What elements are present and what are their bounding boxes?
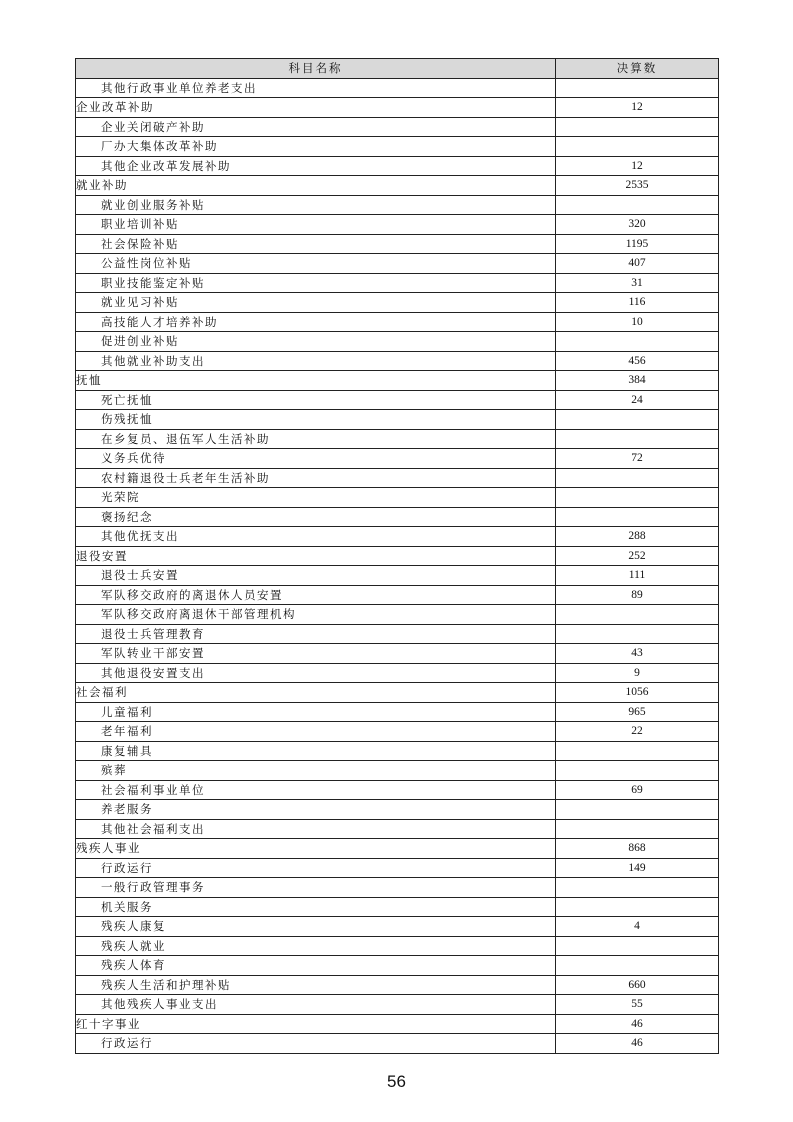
table-row — [76, 1014, 719, 1034]
row-label: 职业培训补贴 — [76, 215, 556, 235]
row-label: 养老服务 — [76, 800, 556, 820]
table-row — [76, 858, 719, 878]
row-label: 康复辅具 — [76, 741, 556, 761]
row-value: 868 — [556, 839, 719, 859]
row-value: 46 — [556, 1034, 719, 1054]
table-row — [76, 663, 719, 683]
table-row — [76, 722, 719, 742]
table-row — [76, 98, 719, 118]
row-value — [556, 78, 719, 98]
table-row — [76, 1034, 719, 1054]
row-value: 12 — [556, 98, 719, 118]
row-value: 31 — [556, 273, 719, 293]
row-label: 企业改革补助 — [76, 98, 556, 118]
table-row — [76, 332, 719, 352]
row-label: 社会保险补贴 — [76, 234, 556, 254]
row-value: 46 — [556, 1014, 719, 1034]
table-row — [76, 371, 719, 391]
table-row — [76, 351, 719, 371]
table-row — [76, 995, 719, 1015]
row-value — [556, 488, 719, 508]
row-label: 行政运行 — [76, 858, 556, 878]
row-label: 就业见习补贴 — [76, 293, 556, 313]
row-label: 儿童福利 — [76, 702, 556, 722]
row-value: 1195 — [556, 234, 719, 254]
row-value: 2535 — [556, 176, 719, 196]
row-label: 红十字事业 — [76, 1014, 556, 1034]
table-row — [76, 488, 719, 508]
table-row — [76, 761, 719, 781]
table-row — [76, 429, 719, 449]
row-value: 320 — [556, 215, 719, 235]
row-value — [556, 195, 719, 215]
row-label: 残疾人康复 — [76, 917, 556, 937]
row-value — [556, 800, 719, 820]
row-label: 义务兵优待 — [76, 449, 556, 469]
row-label: 残疾人事业 — [76, 839, 556, 859]
table-row — [76, 605, 719, 625]
table-row — [76, 468, 719, 488]
row-label: 残疾人生活和护理补贴 — [76, 975, 556, 995]
table-row — [76, 507, 719, 527]
row-label: 行政运行 — [76, 1034, 556, 1054]
row-value: 1056 — [556, 683, 719, 703]
column-header-value: 决算数 — [556, 59, 719, 79]
table-row — [76, 683, 719, 703]
row-label: 农村籍退役士兵老年生活补助 — [76, 468, 556, 488]
table-row — [76, 78, 719, 98]
row-value — [556, 624, 719, 644]
row-value — [556, 761, 719, 781]
row-value: 407 — [556, 254, 719, 274]
row-value — [556, 507, 719, 527]
page-number: 56 — [387, 1072, 406, 1091]
row-label: 社会福利事业单位 — [76, 780, 556, 800]
row-value: 111 — [556, 566, 719, 586]
row-value — [556, 468, 719, 488]
row-value: 9 — [556, 663, 719, 683]
row-label: 高技能人才培养补助 — [76, 312, 556, 332]
row-value — [556, 332, 719, 352]
row-label: 殡葬 — [76, 761, 556, 781]
row-label: 其他行政事业单位养老支出 — [76, 78, 556, 98]
table-row — [76, 449, 719, 469]
row-label: 退役士兵管理教育 — [76, 624, 556, 644]
row-value: 12 — [556, 156, 719, 176]
row-value — [556, 897, 719, 917]
row-label: 其他就业补助支出 — [76, 351, 556, 371]
row-label: 社会福利 — [76, 683, 556, 703]
table-row — [76, 819, 719, 839]
table-row — [76, 156, 719, 176]
row-label: 促进创业补贴 — [76, 332, 556, 352]
row-value — [556, 137, 719, 157]
table-row — [76, 546, 719, 566]
row-value: 24 — [556, 390, 719, 410]
row-label: 残疾人就业 — [76, 936, 556, 956]
budget-table — [75, 58, 719, 1054]
row-value: 89 — [556, 585, 719, 605]
table-row — [76, 878, 719, 898]
row-value — [556, 956, 719, 976]
row-value — [556, 878, 719, 898]
table-header-row — [76, 59, 719, 79]
row-value: 116 — [556, 293, 719, 313]
row-label: 死亡抚恤 — [76, 390, 556, 410]
row-label: 光荣院 — [76, 488, 556, 508]
table-row — [76, 527, 719, 547]
row-value: 965 — [556, 702, 719, 722]
row-value: 4 — [556, 917, 719, 937]
table-row — [76, 254, 719, 274]
column-header-name: 科目名称 — [76, 59, 556, 79]
row-label: 其他企业改革发展补助 — [76, 156, 556, 176]
table-row — [76, 975, 719, 995]
row-label: 公益性岗位补贴 — [76, 254, 556, 274]
row-label: 一般行政管理事务 — [76, 878, 556, 898]
row-value: 288 — [556, 527, 719, 547]
row-value: 55 — [556, 995, 719, 1015]
table-row — [76, 390, 719, 410]
row-label: 在乡复员、退伍军人生活补助 — [76, 429, 556, 449]
row-label: 褒扬纪念 — [76, 507, 556, 527]
table-row — [76, 195, 719, 215]
table-row — [76, 897, 719, 917]
table-row — [76, 936, 719, 956]
row-value: 10 — [556, 312, 719, 332]
table-row — [76, 800, 719, 820]
row-label: 退役士兵安置 — [76, 566, 556, 586]
table-row — [76, 839, 719, 859]
row-label: 就业补助 — [76, 176, 556, 196]
row-label: 老年福利 — [76, 722, 556, 742]
row-value: 384 — [556, 371, 719, 391]
table-row — [76, 780, 719, 800]
row-value — [556, 410, 719, 430]
table-row — [76, 410, 719, 430]
row-value: 660 — [556, 975, 719, 995]
row-label: 其他退役安置支出 — [76, 663, 556, 683]
table-row — [76, 624, 719, 644]
row-value: 43 — [556, 644, 719, 664]
row-label: 机关服务 — [76, 897, 556, 917]
table-row — [76, 917, 719, 937]
table-row — [76, 273, 719, 293]
row-value: 456 — [556, 351, 719, 371]
row-value — [556, 741, 719, 761]
row-value: 69 — [556, 780, 719, 800]
table-row — [76, 312, 719, 332]
table-row — [76, 956, 719, 976]
row-label: 职业技能鉴定补贴 — [76, 273, 556, 293]
table-row — [76, 137, 719, 157]
table-row — [76, 293, 719, 313]
row-value: 22 — [556, 722, 719, 742]
row-label: 残疾人体育 — [76, 956, 556, 976]
row-label: 伤残抚恤 — [76, 410, 556, 430]
row-value — [556, 429, 719, 449]
row-value: 149 — [556, 858, 719, 878]
row-label: 其他残疾人事业支出 — [76, 995, 556, 1015]
row-label: 企业关闭破产补助 — [76, 117, 556, 137]
row-label: 军队移交政府的离退休人员安置 — [76, 585, 556, 605]
row-value: 72 — [556, 449, 719, 469]
row-label: 退役安置 — [76, 546, 556, 566]
row-value — [556, 605, 719, 625]
row-label: 军队移交政府离退休干部管理机构 — [76, 605, 556, 625]
row-value — [556, 819, 719, 839]
table-row — [76, 117, 719, 137]
table-row — [76, 234, 719, 254]
table-row — [76, 702, 719, 722]
table-row — [76, 741, 719, 761]
row-label: 其他社会福利支出 — [76, 819, 556, 839]
row-label: 就业创业服务补贴 — [76, 195, 556, 215]
row-label: 抚恤 — [76, 371, 556, 391]
row-label: 厂办大集体改革补助 — [76, 137, 556, 157]
table-body — [76, 78, 719, 1053]
table-row — [76, 176, 719, 196]
row-value: 252 — [556, 546, 719, 566]
table-row — [76, 644, 719, 664]
row-value — [556, 936, 719, 956]
row-value — [556, 117, 719, 137]
row-label: 其他优抚支出 — [76, 527, 556, 547]
table-row — [76, 566, 719, 586]
table-row — [76, 585, 719, 605]
table-row — [76, 215, 719, 235]
row-label: 军队转业干部安置 — [76, 644, 556, 664]
